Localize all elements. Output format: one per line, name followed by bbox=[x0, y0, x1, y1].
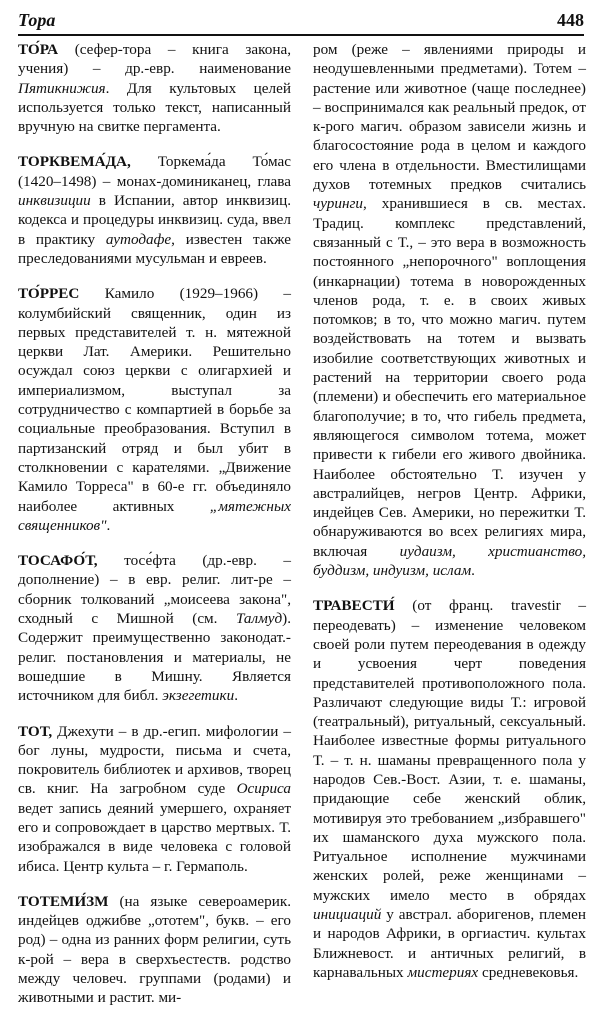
page-number: 448 bbox=[557, 10, 584, 30]
headword: ТОТ, bbox=[18, 722, 53, 740]
headword: ТОТЕМИ́ЗМ bbox=[18, 892, 109, 910]
entry-text bbox=[18, 892, 291, 1008]
entry-text bbox=[313, 596, 586, 982]
entry-body: ведет запись деяний умершего, охраняет его и сопровождает в царство мертвых. Т. изображался в виде человека с головой ибиса. Центр культа – г. Гермаполь. bbox=[18, 799, 291, 875]
entry-body: ). Содержит преимущественно законодат.-религ. постановления и материалы, не вошедшие в Мишну. Является источником для библ. bbox=[18, 610, 291, 705]
entry-body: Торкема́да То́мас (1420–1498) – монах-доминиканец, глава bbox=[18, 153, 291, 190]
cross-reference: Пятикнижия bbox=[18, 79, 106, 97]
entry-travesti bbox=[313, 596, 586, 982]
headword: ТРАВЕСТИ́ bbox=[313, 597, 395, 615]
entry-body: . bbox=[106, 516, 111, 534]
entry-body: . bbox=[471, 562, 475, 580]
headword: ТО́РА bbox=[18, 41, 59, 58]
cross-reference: чуринги bbox=[313, 195, 364, 213]
entry-text bbox=[313, 40, 586, 580]
left-column bbox=[18, 40, 291, 1024]
cross-reference: Талмуд bbox=[235, 610, 283, 628]
entry-body: тосе́фта (др.-евр. – дополнение) – в евр. религ. лит-ре – сборник толкований „моисеева закона", сходный с Мишной (см. bbox=[18, 552, 291, 628]
entry-tosafot bbox=[18, 551, 291, 705]
entry-body: средневековья. bbox=[478, 963, 579, 981]
cross-reference: аутодафе bbox=[105, 230, 172, 248]
entry-tora bbox=[18, 40, 291, 136]
entry-text bbox=[18, 152, 291, 268]
headword: ТО́РРЕС bbox=[18, 285, 80, 303]
entry-body: , хранившиеся в св. местах. Традиц. комплекс представлений, связанный с Т., – это вера в возможность постоянного „непорочного" воплощения (инкарнации) тотема в новорожденных членов рода, т. е. в своих живых потомков; в то, что можно магич. путем воздействовать на тотем и вызвать изобилие соответствующих животных и растений на территории своего рода (племени) и обеспечить его материальное благополучие; в то, что гибель предмета, являющегося символом тотема, может привести к гибели его живого двойника. Наиболее обстоятельно Т. изучен у австралийцев, негров Центр. Африки, индейцев Сев. Америки, но пережитки Т. обнаруживаются во всех религиях мира, включая bbox=[313, 195, 586, 560]
right-column bbox=[313, 40, 586, 998]
entry-totemism-continued bbox=[313, 40, 586, 580]
entry-body: (сефер-тора – книга закона, учения) – др.-евр. наименование bbox=[18, 41, 291, 78]
entry-body: ром (реже – явлениями природы и неодушевленными предметами). Тотем – растение или животное (чаще последнее) – воспринимался как реальный предок, от к-рого магич. образом зависели жизнь и благосостояние рода в целом и каждого его члена в отдельности. Вместилищами духов тотемных предков считались bbox=[313, 41, 586, 194]
entry-text bbox=[18, 40, 291, 136]
cross-reference: инициаций bbox=[313, 906, 382, 924]
entry-body: . bbox=[234, 687, 238, 705]
cross-reference: экзегетики bbox=[162, 687, 235, 705]
entry-body: (на языке североамерик. индейцев оджибве „ототем", букв. – его род) – одна из ранних форм религии, суть к-рой – вера в сверхъестеств. родство между человеч. группами (родами) и животными и растит. ми- bbox=[18, 892, 291, 1007]
entry-text bbox=[18, 722, 291, 876]
entry-body: . Для культовых целей используется только текст, написанный вручную на свитке пергамента. bbox=[18, 79, 291, 136]
entry-body: Джехути – в др.-егип. мифологии – бог луны, мудрости, письма и счета, покровитель библиотек и архивов, творец св. книг. На загробном суде bbox=[18, 722, 291, 798]
entry-text bbox=[18, 551, 291, 705]
cross-reference: „мятежных священников" bbox=[18, 497, 291, 534]
entry-body: (от франц. travestir – переодевать) – изменение человеком своей роли путем переодевания в одежду и усвоения черт поведения представителей противоположного пола. Различают следующие виды Т.: игровой (театральный), ритуальный, сексуальный. Наиболее известные формы ритуального Т. – т. н. шаманы превращенного пола у народов Сев.-Вост. Азии, т. е. шаманы, придающие себе женский облик, мотивируя это требованием „избравшего" их шаманского духа мужского пола. Ритуальное исполнение мужчинами женских ролей, реже женщинами – мужских имело место в обрядах bbox=[313, 597, 586, 904]
entry-torres bbox=[18, 284, 291, 535]
cross-reference: инквизиции bbox=[18, 192, 91, 210]
entry-body: у австрал. аборигенов, племен и народов Африки, в оргиастич. культах Ближневост. и античных религий, в карнавальных bbox=[313, 906, 586, 981]
entry-totemism-start bbox=[18, 892, 291, 1008]
entry-body: , известен также преследованиями мусульман и евреев. bbox=[18, 230, 291, 267]
page-header bbox=[18, 10, 584, 36]
entry-body: в Испании, автор инквизиц. кодекса и процедуры инквизиц. суда, ввел в практику bbox=[18, 192, 291, 248]
entry-text bbox=[18, 284, 291, 535]
entry-body: Камило (1929–1966) – колумбийский священник, один из первых представителей т. н. мятежной церкви Лат. Америки. Решительно осуждал союз церкви с олигархией и империализмом, выступал за сотрудничество с компартией в борьбе за социальные преобразования. Вступил в партизанский отряд и был убит в столкновении с карателями. „Движение Камило Торреса" в 60-е гг. объединяло наиболее активных bbox=[18, 285, 291, 515]
entry-tot bbox=[18, 722, 291, 876]
cross-reference: мистериях bbox=[407, 963, 479, 981]
cross-reference: иудаизм, христианство, буддизм, индуизм, ислам bbox=[313, 542, 586, 580]
entry-torquemada bbox=[18, 152, 291, 268]
headword: ТОСАФО́Т, bbox=[18, 552, 98, 570]
running-title: Тора bbox=[18, 10, 56, 30]
cross-reference: Осириса bbox=[236, 780, 291, 798]
headword: ТОРКВЕМА́ДА, bbox=[18, 153, 131, 171]
